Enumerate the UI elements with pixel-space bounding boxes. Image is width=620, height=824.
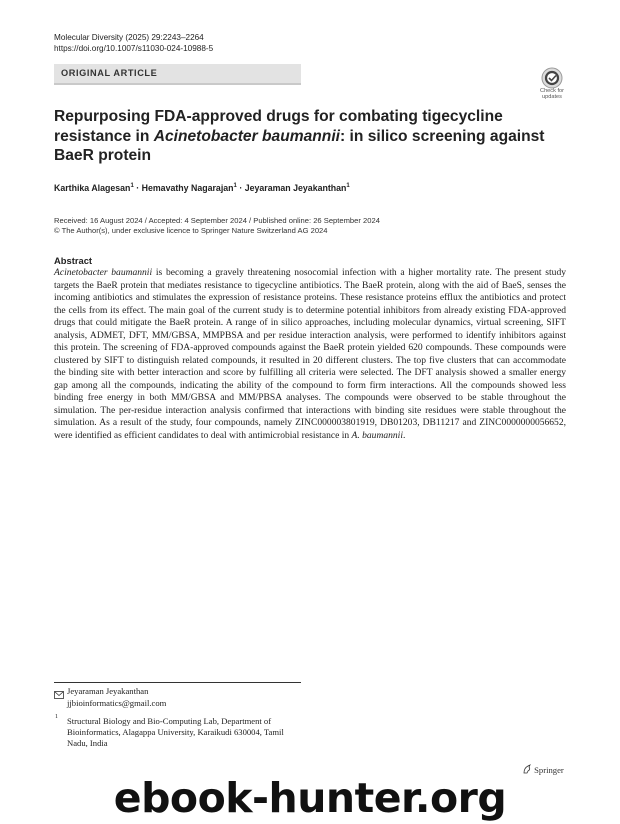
springer-label: Springer [534,765,564,775]
article-title [54,107,574,166]
contact-name: Jeyaraman Jeyakanthan [67,686,149,696]
contact-email[interactable]: jjbioinformatics@gmail.com [67,697,167,708]
author-3[interactable]: Jeyaraman Jeyakanthan [244,183,347,193]
publication-dates [54,216,380,236]
check-line1: Check for [540,88,564,94]
author-3-aff: 1 [346,183,350,190]
check-line2: updates [542,94,562,101]
abstract-body [54,267,566,442]
abstract-heading: Abstract [54,255,93,266]
envelope-icon [54,686,64,704]
author-sep: · [236,183,245,193]
springer-horse-icon [522,764,532,774]
abstract-end: . [402,429,406,441]
watermark: ebook-hunter.org [113,774,507,822]
title-part2: : in silico screening against BaeR protein [54,127,545,164]
article-type-label: ORIGINAL ARTICLE [61,68,158,78]
doi-link[interactable]: https://doi.org/10.1007/s11030-024-10988-5 [54,44,214,53]
check-for-updates-label [528,88,576,101]
title-part1: Repurposing FDA-approved drugs for combating tigecycline resistance in [54,108,503,145]
journal-citation: Molecular Diversity (2025) 29:2243–2264 [54,33,204,42]
abstract-organism: Acinetobacter baumannii [54,267,153,278]
affiliation-number: 1 [55,714,58,720]
author-2-aff: 1 [233,183,237,190]
author-sep: · [133,183,142,193]
footnote-divider [54,682,301,683]
abstract-organism-short: A. baumannii [351,429,403,441]
affiliation: Structural Biology and Bio-Computing Lab, Department of Bioinformatics, Alagappa University, Karaikudi 630004, Tamil Nadu, India [67,716,284,748]
corresponding-author [67,686,166,709]
author-1[interactable]: Karthika Alagesan [54,183,131,193]
title-organism: Acinetobacter baumannii [153,127,340,145]
dates-line: Received: 16 August 2024 / Accepted: 4 September 2024 / Published online: 26 September 2024 [54,216,380,225]
author-1-aff: 1 [130,183,134,190]
article-type-banner [54,64,301,85]
springer-logo [522,764,564,775]
author-2[interactable]: Hemavathy Nagarajan [141,183,234,193]
author-list [54,183,574,193]
copyright-line: © The Author(s), under exclusive licence to Springer Nature Switzerland AG 2024 [54,226,328,235]
abstract-text: is becoming a gravely threatening nosocomial infection with a higher mortality rate. The present study targets the BaeR protein that mediates resistance to tigecycline antibiotics. The BaeR protein, along with the aid of BaeS, senses the incoming antibiotics and stimulates the expression of resistance proteins. These resistance proteins efflux the antibiotics and protect the cells from its effect. The main goal of the current study is to determine potential inhibitors from already existing FDA-approved drugs that could mitigate the BaeR protein. A range of in silico approaches, including molecular dynamics, virtual screening, SIFT analysis, ADMET, DFT, MM/GBSA, MMPBSA and per residue interaction analysis, were performed to identify inhibitors against this protein. The screening of FDA-approved compounds against the BaeR protein yielded 620 compounds. These compounds were clustered by SIFT to distinguish related compounds, it resulted in 20 different clusters. The top five clusters that can accommodate the binding site with better interaction and score by fulfilling all criteria were selected. The DFT analysis showed a smaller energy gap among all the compounds, indicating the ability of the compound to form firm interactions. All the compounds showed less binding free energy in both MM/GBSA and MM/PBSA analyses. The compounds were observed to be stable throughout the simulation. The per-residue interaction analysis confirmed that interactions with binding site residues were stable throughout the simulation. As a result of the study, four compounds, namely ZINC000003801919, DB01203, DB11217 and ZINC0000000056652, were identified as efficient candidates to deal with antimicrobial resistance in [54,267,566,441]
